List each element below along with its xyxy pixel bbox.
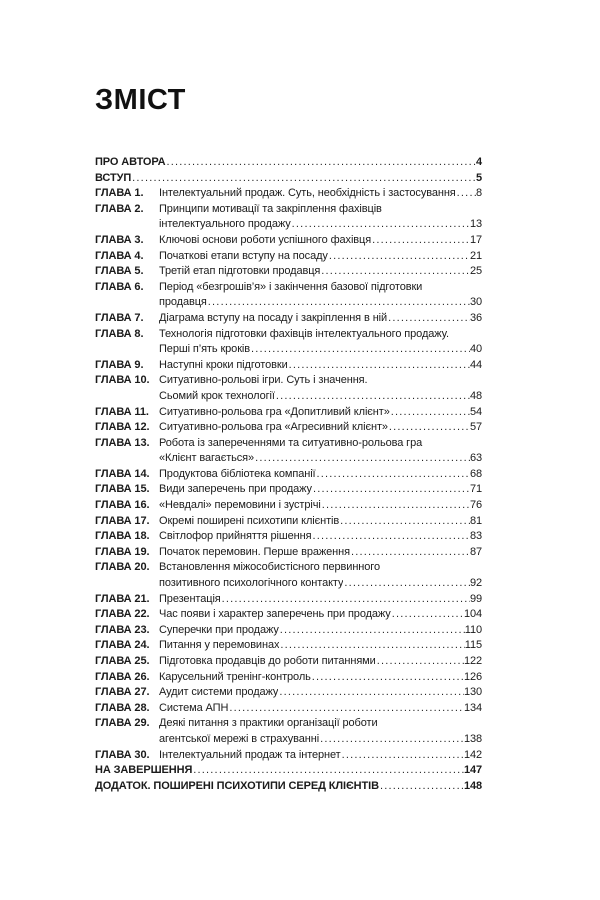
- chapter-title-last-line: [159, 545, 482, 561]
- chapter-title-last-line: [159, 670, 482, 686]
- dot-leader: [312, 482, 470, 498]
- page-title: ЗМІСТ: [95, 84, 186, 116]
- page-number: 81: [469, 514, 482, 527]
- chapter-body: [159, 249, 482, 265]
- chapter-title: Діаграма вступу на посаду і закріплення в ній: [159, 311, 388, 324]
- dot-leader: [388, 420, 470, 436]
- page-number: 138: [463, 732, 482, 745]
- chapter-body: [159, 264, 482, 280]
- toc-entry: [95, 779, 482, 795]
- toc-entry: [95, 467, 482, 483]
- toc-entry: [95, 436, 482, 467]
- chapter-title: Карусельний тренінг-контроль: [159, 670, 311, 683]
- chapter-title-last-line: [159, 405, 482, 421]
- chapter-title: Наступні кроки підготовки: [159, 358, 288, 371]
- chapter-label: ГЛАВА 12.: [95, 421, 150, 434]
- chapter-title-last-line: [159, 342, 482, 358]
- chapter-body: [159, 280, 482, 311]
- section-label: НА ЗАВЕРШЕННЯ: [95, 764, 193, 777]
- dot-leader: [371, 233, 470, 249]
- chapter-label: ГЛАВА 25.: [95, 655, 150, 667]
- dot-leader: [339, 514, 470, 530]
- chapter-title: Перші п’ять кроків: [159, 343, 250, 356]
- chapter-title-line: Ситуативно-рольові ігри. Суть і значення.: [159, 374, 368, 387]
- chapter-title-last-line: [159, 389, 482, 405]
- page-number: 142: [463, 748, 482, 761]
- chapter-body: [159, 233, 482, 249]
- chapter-title: «Клієнт вагається»: [159, 452, 255, 465]
- chapter-body: [159, 420, 482, 436]
- chapter-body: [159, 560, 482, 591]
- toc-entry: [95, 420, 482, 436]
- chapter-body: [159, 716, 482, 747]
- dot-leader: [288, 358, 470, 374]
- chapter-label: ГЛАВА 7.: [95, 311, 144, 324]
- chapter-title: Ключові основи роботи успішного фахівця: [159, 233, 372, 246]
- dot-leader: [278, 685, 464, 701]
- chapter-title-last-line: [159, 186, 482, 202]
- toc-entry: [95, 623, 482, 639]
- chapter-title: Види заперечень при продажу: [159, 483, 312, 496]
- dot-leader: [319, 732, 464, 748]
- chapter-title-line: Деякі питання з практики організації роботи: [159, 717, 378, 730]
- chapter-body: [159, 529, 482, 545]
- chapter-title: Окремі поширені психотипи клієнтів: [159, 514, 340, 527]
- chapter-title-last-line: [159, 638, 482, 654]
- dot-leader: [279, 623, 465, 639]
- toc-entry: [95, 701, 482, 717]
- chapter-title: Час появи і характер заперечень при продажу: [159, 608, 391, 621]
- toc-entry: [95, 529, 482, 545]
- page-number: 54: [469, 405, 482, 418]
- chapter-body: [159, 467, 482, 483]
- chapter-title-last-line: [159, 295, 482, 311]
- toc-entry: [95, 560, 482, 591]
- chapter-title-last-line: [159, 358, 482, 374]
- page-number: 63: [469, 452, 482, 465]
- dot-leader: [279, 638, 464, 654]
- chapter-label: ГЛАВА 21.: [95, 592, 150, 605]
- dot-leader: [228, 701, 464, 717]
- dot-leader: [387, 311, 470, 327]
- chapter-body: [159, 405, 482, 421]
- chapter-body: [159, 482, 482, 498]
- chapter-body: [159, 748, 482, 764]
- chapter-label: ГЛАВА 4.: [95, 249, 144, 262]
- toc-entry: [95, 514, 482, 530]
- page-number: 148: [463, 779, 482, 792]
- chapter-label: ГЛАВА 23.: [95, 623, 150, 636]
- toc-entry: [95, 155, 482, 171]
- chapter-label: ГЛАВА 29.: [95, 717, 150, 730]
- page-number: 17: [469, 233, 482, 246]
- chapter-title: Система АПН: [159, 701, 229, 714]
- chapter-body: [159, 311, 482, 327]
- chapter-label: ГЛАВА 18.: [95, 530, 150, 543]
- chapter-title: інтелектуального продажу: [159, 218, 291, 231]
- dot-leader: [328, 249, 470, 265]
- toc-entry: [95, 654, 482, 670]
- chapter-body: [159, 607, 482, 623]
- toc-entry: [95, 405, 482, 421]
- page-number: 99: [469, 592, 482, 605]
- toc-entry: [95, 716, 482, 747]
- page-number: 110: [464, 623, 482, 636]
- chapter-label: ГЛАВА 30.: [95, 748, 150, 761]
- chapter-body: [159, 436, 482, 467]
- chapter-label: ГЛАВА 10.: [95, 374, 150, 387]
- chapter-title-last-line: [159, 732, 482, 748]
- chapter-label: ГЛАВА 20.: [95, 561, 150, 574]
- toc-entry: [95, 592, 482, 608]
- chapter-title-last-line: [159, 233, 482, 249]
- dot-leader: [350, 545, 470, 561]
- chapter-label: ГЛАВА 16.: [95, 499, 150, 512]
- section-label: ПРО АВТОРА: [95, 156, 166, 168]
- chapter-label: ГЛАВА 26.: [95, 670, 150, 683]
- page-number: 104: [463, 608, 482, 621]
- page-number: 126: [463, 670, 482, 683]
- chapter-body: [159, 623, 482, 639]
- chapter-title-last-line: [159, 311, 482, 327]
- chapter-label: ГЛАВА 2.: [95, 202, 144, 215]
- page-number: 130: [463, 686, 482, 699]
- chapter-label: ГЛАВА 14.: [95, 467, 150, 480]
- toc-entry: [95, 373, 482, 404]
- page-number: 44: [469, 358, 482, 371]
- dot-leader: [291, 217, 470, 233]
- chapter-label: ГЛАВА 17.: [95, 514, 150, 527]
- chapter-title-last-line: [159, 701, 482, 717]
- dot-leader: [192, 763, 464, 779]
- chapter-body: [159, 202, 482, 233]
- section-label: ВСТУП: [95, 171, 132, 184]
- chapter-body: [159, 592, 482, 608]
- dot-leader: [320, 264, 470, 280]
- dot-leader: [166, 155, 476, 171]
- dot-leader: [379, 779, 464, 795]
- page-number: 134: [463, 701, 482, 714]
- chapter-title: Аудит системи продажу: [159, 686, 279, 699]
- chapter-title-line: Технологія підготовки фахівців інтелектуального продажу.: [159, 327, 449, 340]
- toc-entry: [95, 748, 482, 764]
- chapter-title: Питання у перемовинах: [159, 639, 280, 652]
- page-number: 4: [475, 156, 482, 168]
- chapter-label: ГЛАВА 13.: [95, 436, 150, 449]
- chapter-label: ГЛАВА 3.: [95, 233, 144, 246]
- chapter-body: [159, 638, 482, 654]
- chapter-title: агентської мережі в страхуванні: [159, 732, 320, 745]
- chapter-body: [159, 514, 482, 530]
- page-number: 30: [469, 296, 482, 309]
- section-label: ДОДАТОК. ПОШИРЕНІ ПСИХОТИПИ СЕРЕД КЛІЄНТІВ: [95, 779, 379, 792]
- toc-entry: [95, 202, 482, 233]
- page-number: 87: [469, 545, 482, 558]
- chapter-title: Ситуативно-рольова гра «Агресивний клієнт»: [159, 421, 388, 434]
- chapter-label: ГЛАВА 5.: [95, 265, 144, 278]
- dot-leader: [456, 186, 476, 202]
- chapter-title: продавця: [159, 296, 207, 309]
- dot-leader: [311, 670, 464, 686]
- chapter-title: Третій етап підготовки продавця: [159, 265, 321, 278]
- chapter-title-last-line: [159, 264, 482, 280]
- chapter-title-line: Робота із запереченнями та ситуативно-рольова гра: [159, 436, 423, 449]
- toc-entry: [95, 311, 482, 327]
- chapter-title-last-line: [159, 467, 482, 483]
- chapter-title-last-line: [159, 217, 482, 233]
- toc-entry: [95, 249, 482, 265]
- chapter-body: [159, 701, 482, 717]
- dot-leader: [250, 342, 470, 358]
- chapter-title-last-line: [159, 498, 482, 514]
- page-number: 92: [469, 577, 482, 590]
- page-number: 25: [469, 265, 482, 278]
- toc-entry: [95, 171, 482, 187]
- toc-entry: [95, 280, 482, 311]
- chapter-title-last-line: [159, 654, 482, 670]
- toc-list: [95, 155, 482, 794]
- chapter-title-last-line: [159, 592, 482, 608]
- toc-entry: [95, 545, 482, 561]
- chapter-body: [159, 670, 482, 686]
- toc-entry: [95, 327, 482, 358]
- chapter-title: Інтелектуальний продаж та інтернет: [159, 748, 341, 761]
- chapter-label: ГЛАВА 9.: [95, 358, 144, 371]
- page-number: 115: [464, 639, 482, 652]
- dot-leader: [311, 529, 470, 545]
- toc-entry: [95, 498, 482, 514]
- page-number: 48: [469, 389, 482, 402]
- chapter-title-last-line: [159, 482, 482, 498]
- page-number: 5: [475, 171, 482, 184]
- chapter-title: Презентація: [159, 592, 221, 605]
- chapter-title-last-line: [159, 576, 482, 592]
- page-number: 147: [463, 764, 482, 777]
- chapter-title: Початкові етапи вступу на посаду: [159, 249, 328, 262]
- toc-entry: [95, 264, 482, 280]
- chapter-label: ГЛАВА 22.: [95, 608, 150, 621]
- toc-content: [95, 84, 482, 794]
- chapter-title-line: Встановлення міжособистісного первинного: [159, 561, 380, 574]
- chapter-title-last-line: [159, 451, 482, 467]
- dot-leader: [390, 405, 470, 421]
- chapter-label: ГЛАВА 28.: [95, 701, 150, 714]
- chapter-label: ГЛАВА 11.: [95, 405, 149, 418]
- chapter-title-line: Принципи мотивації та закріплення фахівців: [159, 202, 382, 215]
- chapter-title: Підготовка продавців до роботи питаннями: [159, 655, 376, 667]
- page-number: 40: [469, 343, 482, 356]
- chapter-body: [159, 545, 482, 561]
- toc-entry: [95, 358, 482, 374]
- chapter-title-last-line: [159, 249, 482, 265]
- dot-leader: [275, 389, 470, 405]
- dot-leader: [131, 171, 476, 187]
- toc-entry: [95, 607, 482, 623]
- chapter-title: Продуктова бібліотека компанії: [159, 467, 316, 480]
- chapter-body: [159, 498, 482, 514]
- page-number: 13: [469, 218, 482, 231]
- chapter-title-last-line: [159, 514, 482, 530]
- chapter-body: [159, 685, 482, 701]
- chapter-title: Інтелектуальний продаж. Суть, необхідність і застосування: [159, 187, 456, 200]
- chapter-body: [159, 358, 482, 374]
- page-number: 8: [475, 187, 482, 200]
- dot-leader: [254, 451, 470, 467]
- chapter-title: Ситуативно-рольова гра «Допитливий клієнт»: [159, 405, 390, 418]
- chapter-title: Початок перемовин. Перше враження: [159, 545, 350, 558]
- chapter-label: ГЛАВА 6.: [95, 280, 144, 293]
- chapter-label: ГЛАВА 19.: [95, 545, 150, 558]
- chapter-title-last-line: [159, 623, 482, 639]
- chapter-label: ГЛАВА 15.: [95, 483, 150, 496]
- chapter-title: Світлофор прийняття рішення: [159, 530, 312, 543]
- chapter-body: [159, 654, 482, 670]
- page-number: 21: [469, 249, 482, 262]
- chapter-title-line: Період «безгрошів’я» і закінчення базової підготовки: [159, 280, 423, 293]
- page-number: 83: [469, 530, 482, 543]
- chapter-body: [159, 373, 482, 404]
- chapter-title-last-line: [159, 748, 482, 764]
- chapter-title: позитивного психологічного контакту: [159, 577, 344, 590]
- chapter-title: Суперечки при продажу: [159, 623, 279, 636]
- toc-entry: [95, 670, 482, 686]
- toc-entry: [95, 685, 482, 701]
- page-number: 68: [469, 467, 482, 480]
- toc-entry: [95, 482, 482, 498]
- dot-leader: [376, 654, 464, 670]
- chapter-label: ГЛАВА 27.: [95, 686, 150, 699]
- page-number: 71: [469, 483, 482, 496]
- chapter-title-last-line: [159, 685, 482, 701]
- toc-entry: [95, 233, 482, 249]
- dot-leader: [341, 748, 464, 764]
- page-number: 57: [469, 421, 482, 434]
- chapter-label: ГЛАВА 24.: [95, 639, 150, 652]
- chapter-body: [159, 186, 482, 202]
- page-number: 122: [463, 655, 482, 667]
- chapter-label: ГЛАВА 1.: [95, 187, 144, 200]
- toc-entry: [95, 186, 482, 202]
- chapter-title-last-line: [159, 607, 482, 623]
- chapter-title: Сьомий крок технології: [159, 389, 275, 402]
- dot-leader: [391, 607, 464, 623]
- chapter-title-last-line: [159, 529, 482, 545]
- dot-leader: [321, 498, 470, 514]
- page-number: 76: [469, 499, 482, 512]
- chapter-title: «Невдалі» перемовини і зустрічі: [159, 499, 321, 512]
- chapter-label: ГЛАВА 8.: [95, 327, 144, 340]
- dot-leader: [221, 592, 470, 608]
- dot-leader: [343, 576, 470, 592]
- toc-entry: [95, 763, 482, 779]
- chapter-title-last-line: [159, 420, 482, 436]
- toc-entry: [95, 638, 482, 654]
- chapter-body: [159, 327, 482, 358]
- dot-leader: [207, 295, 470, 311]
- page-number: 36: [469, 311, 482, 324]
- dot-leader: [316, 467, 470, 483]
